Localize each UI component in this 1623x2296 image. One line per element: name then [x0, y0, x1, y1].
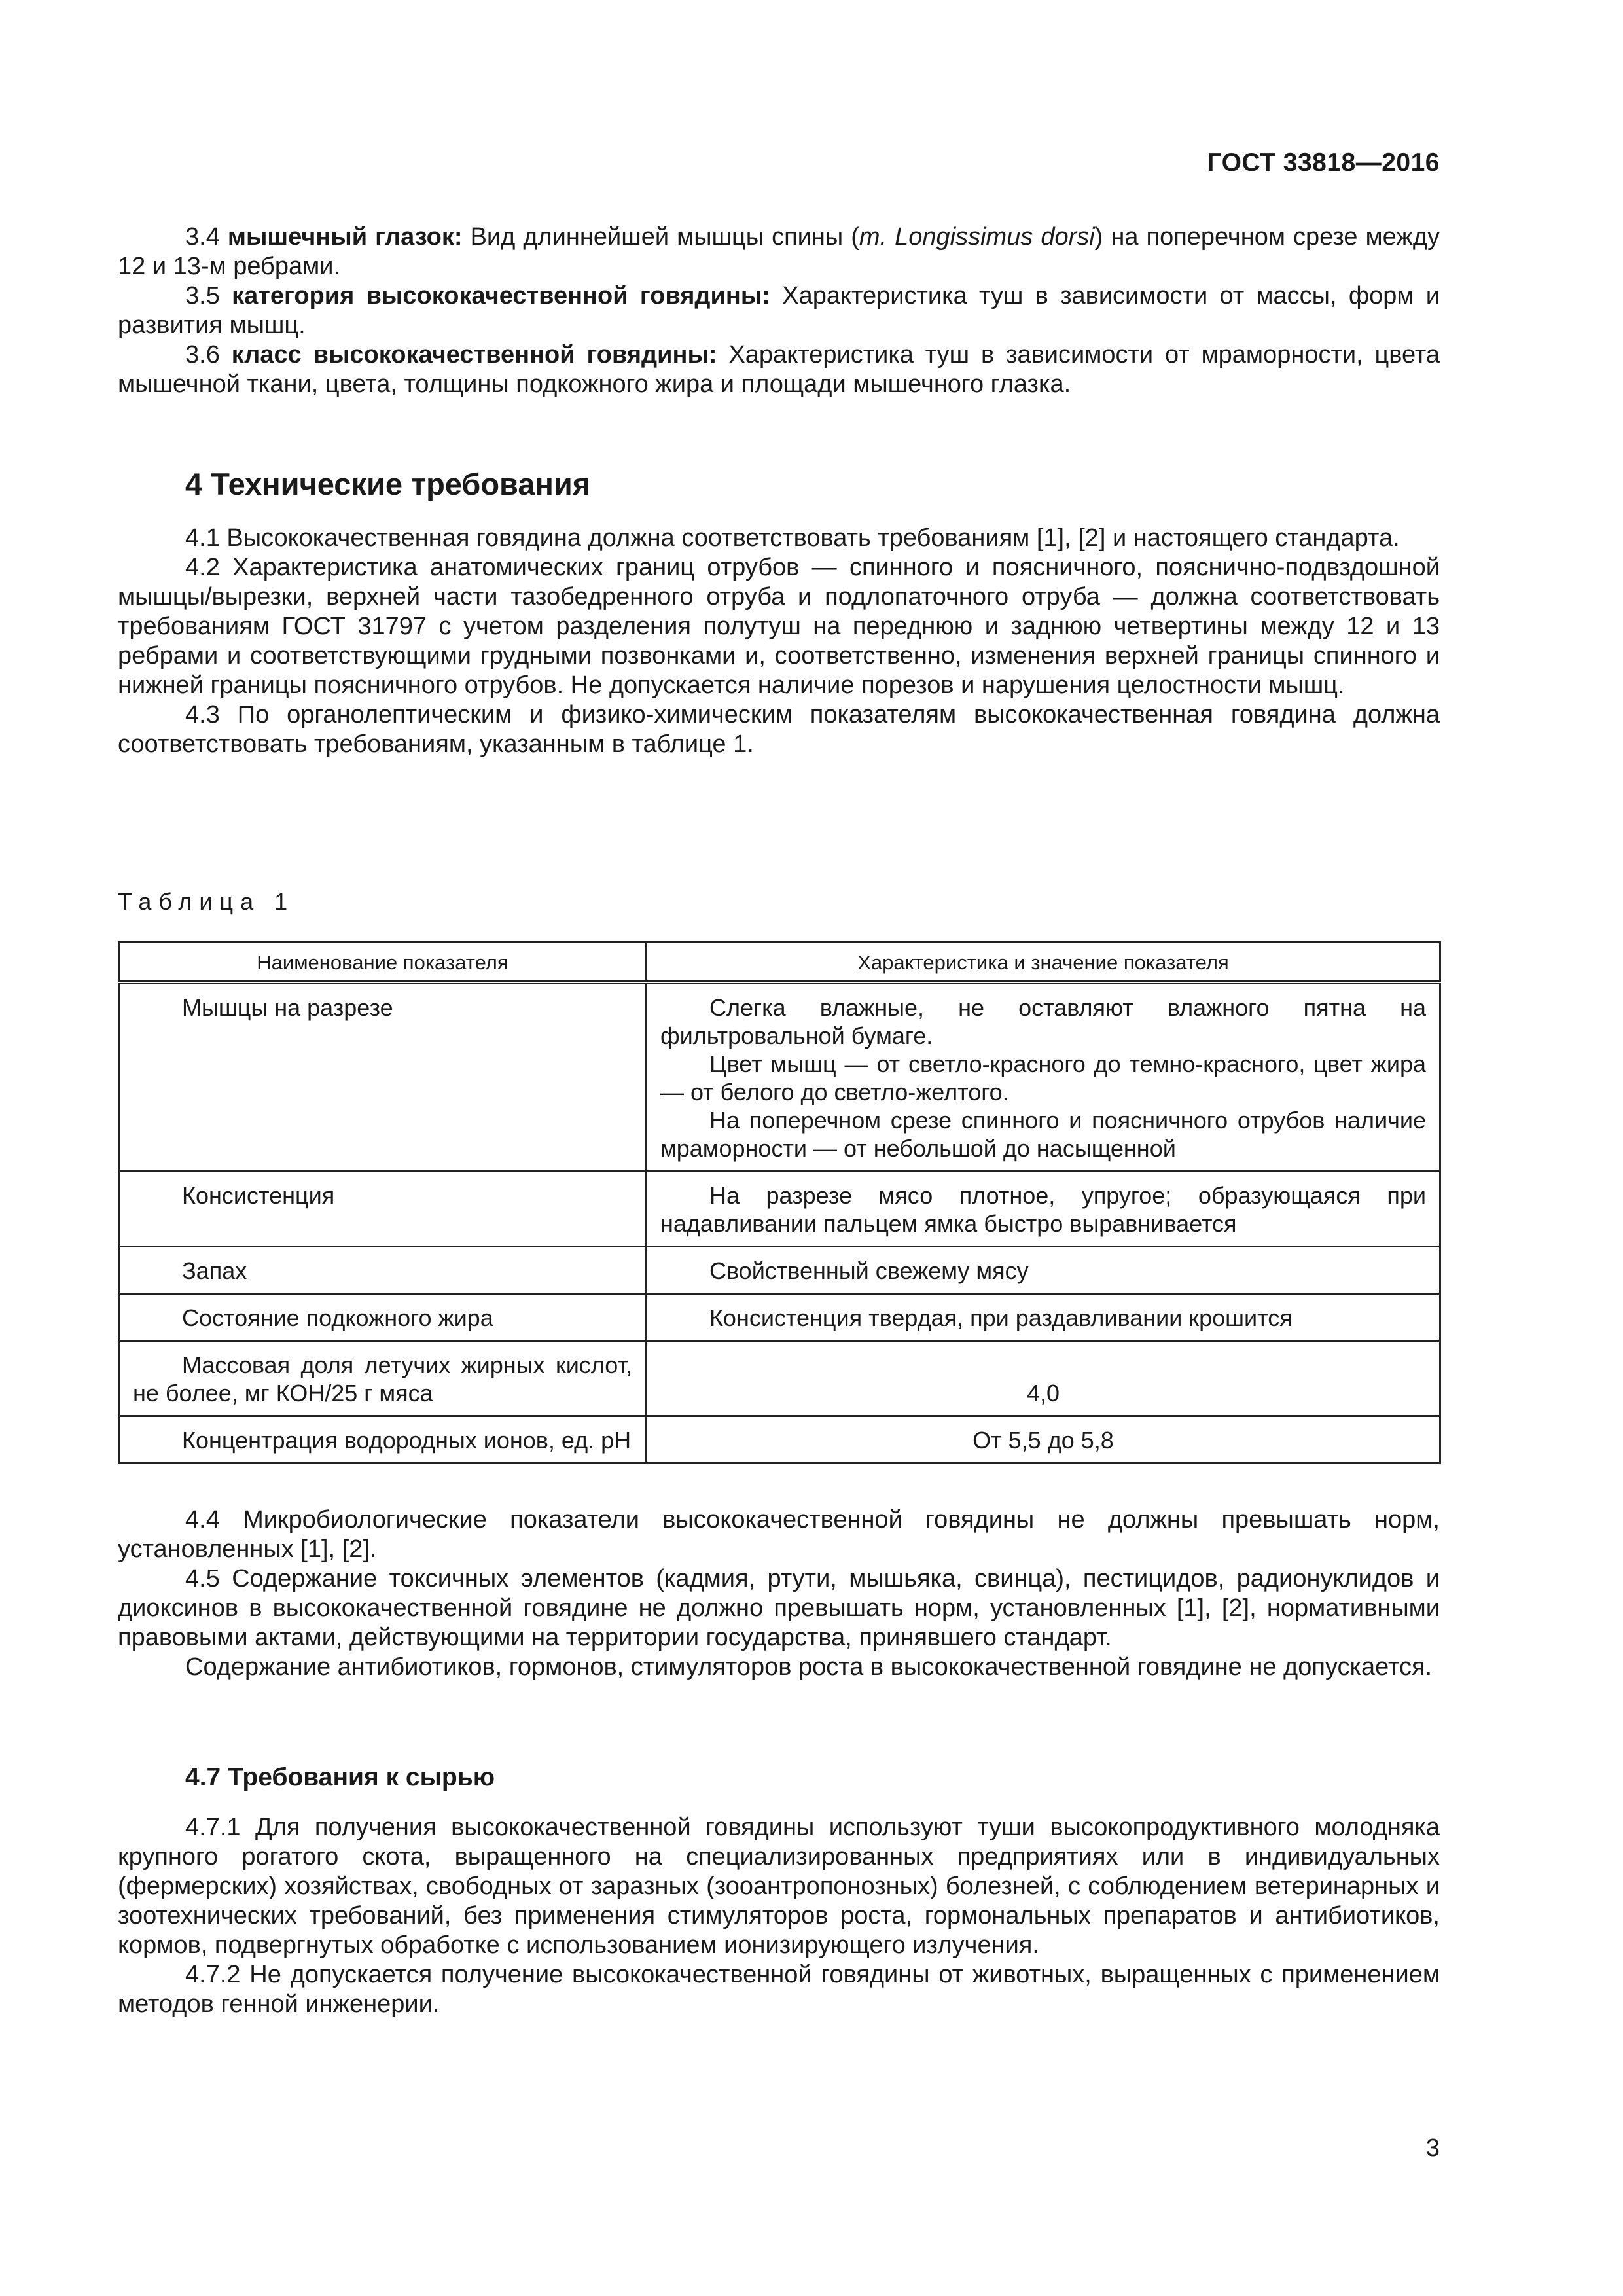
paragraph-4-2: 4.2 Характеристика анатомических границ отрубов — спинного и поясничного, пояснично-подвздошной мышцы/вырезки, верхней части тазобедренного отруба и подлопаточного отруба — должна соответствовать требованиям ГОСТ 31797 с учетом разделения полутуш на переднюю и заднюю четвертины между 12 и 13 ребрами и соответствующими грудными позвонками и, соответственно, изменения верхней границы спинного и нижней границы поясничного отрубов. Не допускается наличие порезов и нарушения целостности мышц. — [118, 554, 1440, 699]
table-row — [119, 1341, 1440, 1416]
table-row — [119, 982, 1440, 1172]
row-value: Цвет мышц — от светло-красного до темно-красного, цвет жира — от белого до светло-желтого. — [660, 1050, 1426, 1105]
page-number: 3 — [1425, 2134, 1440, 2162]
table-1 — [118, 941, 1441, 1464]
paragraph-4-5: 4.5 Содержание токсичных элементов (кадмия, ртути, мышьяка, свинца), пестицидов, радионуклидов и диоксинов в высококачественной говядине не должно превышать норм, установленных [1], [2], нормативными правовыми актами, действующими на территории государства, принявшего стандарт. — [118, 1565, 1440, 1651]
row-name: Консистенция — [182, 1182, 335, 1209]
paragraph-4-6: Содержание антибиотиков, гормонов, стимуляторов роста в высококачественной говядине не допускается. — [185, 1653, 1433, 1681]
paragraph-4-7-1: 4.7.1 Для получения высококачественной говядины используют туши высокопродуктивного молодняка крупного рогатого скота, выращенного на специализированных предприятиях или в индивидуальных (фермерских) хозяйствах, свободных от заразных (зооантропонозных) болезней, с соблюдением ветеринарных и зоотехнических требований, без применения стимуляторов роста, гормональных препаратов и антибиотиков, кормов, подвергнутых обработке с использованием ионизирующего излучения. — [118, 1814, 1440, 1959]
paragraph-4-7-2: 4.7.2 Не допускается получение высококачественной говядины от животных, выращенных с применением методов генной инженерии. — [118, 1961, 1440, 2018]
subsection-4-7-paragraphs — [118, 1813, 1440, 2019]
row-name: Мышцы на разрезе — [182, 994, 393, 1021]
row-value: На поперечном срезе спинного и поясничного отрубов наличие мраморности — от небольшой до насыщенной — [660, 1107, 1426, 1162]
row-name: Состояние подкожного жира — [182, 1304, 493, 1331]
paragraph-4-4: 4.4 Микробиологические показатели высококачественной говядины не должны превышать норм, установленных [1], [2]. — [118, 1506, 1440, 1563]
column-header: Наименование показателя — [119, 942, 647, 983]
table-row — [119, 1294, 1440, 1341]
row-value: Свойственный свежему мясу — [709, 1257, 1029, 1284]
definition-term: мышечный глазок: — [227, 223, 463, 251]
row-value: 4,0 — [1026, 1380, 1060, 1407]
table-row — [119, 1247, 1440, 1294]
row-name: Запах — [182, 1257, 247, 1284]
section-heading: 4 Технические требования — [185, 467, 591, 501]
row-value: От 5,5 до 5,8 — [972, 1427, 1114, 1454]
subsection-heading: 4.7 Требования к сырью — [185, 1763, 495, 1791]
standard-code: ГОСТ 33818—2016 — [1207, 149, 1440, 177]
row-name: Концентрация водородных ионов, ед. pH — [182, 1427, 632, 1454]
table-caption: Таблица 1 — [118, 888, 295, 915]
latin-term: m. Longissimus dorsi — [859, 223, 1095, 251]
definitions-block — [118, 223, 1440, 399]
definition-term: категория высококачественной говядины: — [232, 282, 770, 310]
column-header: Характеристика и значение показателя — [646, 942, 1440, 983]
definition-3-6: 3.6 класс высококачественной говядины: Характеристика туш в зависимости от мраморности, цвета мышечной ткани, цвета, толщины подкожного жира и площади мышечного глазка. — [118, 341, 1440, 398]
section4-paragraphs — [118, 524, 1440, 759]
table-row — [119, 1416, 1440, 1463]
row-value: Консистенция твердая, при раздавливании крошится — [709, 1304, 1293, 1331]
paragraph-4-3: 4.3 По органолептическим и физико-химическим показателям высококачественная говядина должна соответствовать требованиям, указанным в таблице 1. — [118, 701, 1440, 758]
row-value: На разрезе мясо плотное, упругое; образующаяся при надавливании пальцем ямка быстро выравнивается — [660, 1182, 1426, 1237]
definition-3-5: 3.5 категория высококачественной говядины: Характеристика туш в зависимости от массы, форм и развития мышц. — [118, 282, 1440, 339]
definition-3-4: 3.4 мышечный глазок: Вид длиннейшей мышцы спины (m. Longissimus dorsi) на поперечном срезе между 12 и 13-м ребрами. — [118, 223, 1440, 280]
table-row — [119, 1172, 1440, 1247]
row-name: Массовая доля летучих жирных кислот, не более, мг КОН/25 г мяса — [133, 1352, 632, 1407]
definition-term: класс высококачественной говядины: — [231, 341, 717, 368]
paragraph-4-1: 4.1 Высококачественная говядина должна соответствовать требованиям [1], [2] и настоящего стандарта. — [185, 524, 1400, 552]
after-table-paragraphs — [118, 1505, 1440, 1682]
row-value: Слегка влажные, не оставляют влажного пятна на фильтровальной бумаге. — [660, 994, 1426, 1049]
